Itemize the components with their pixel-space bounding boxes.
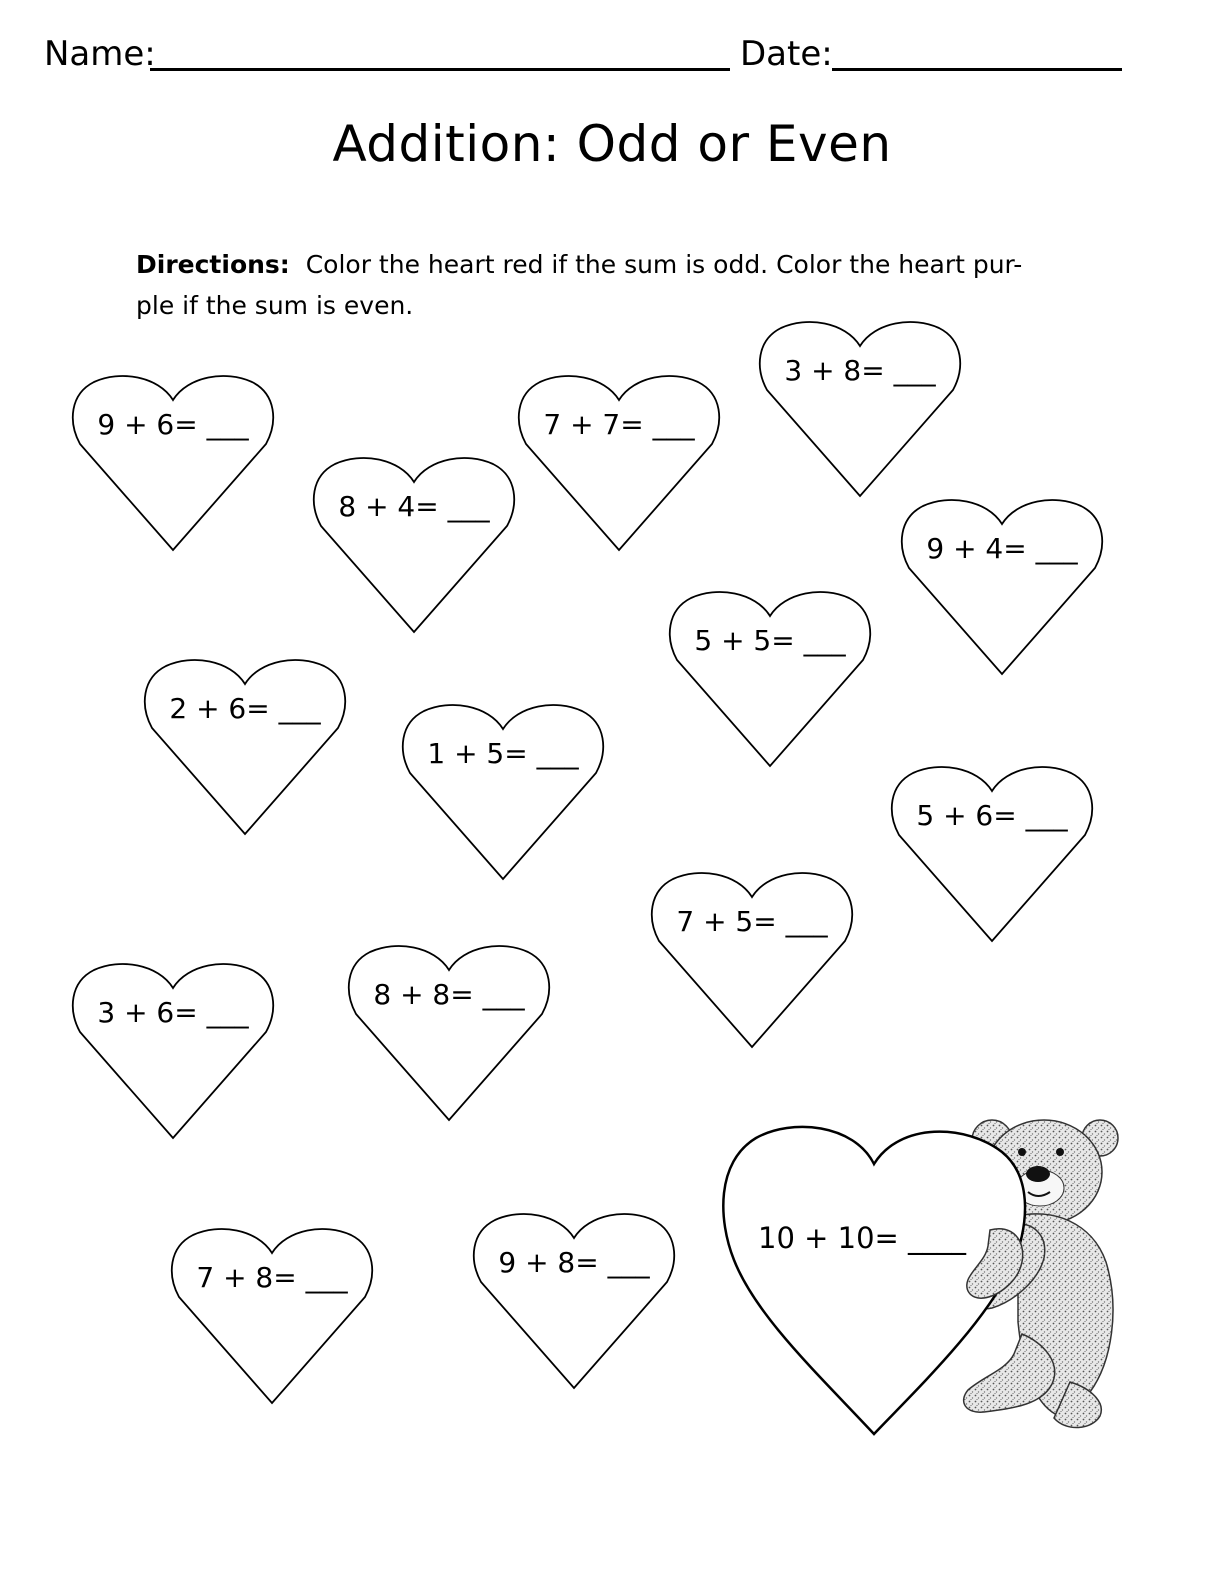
heart-outline-icon bbox=[757, 318, 963, 500]
heart-outline-icon bbox=[70, 960, 276, 1142]
heart-outline-icon bbox=[471, 1210, 677, 1392]
heart-problem[interactable] bbox=[346, 942, 552, 1124]
date-label: Date: bbox=[740, 34, 833, 74]
directions-label: Directions: bbox=[136, 250, 290, 279]
addition-problem: 7 + 5= ___ bbox=[676, 905, 828, 938]
addition-problem: 3 + 6= ___ bbox=[97, 996, 249, 1029]
heart-outline-icon bbox=[899, 496, 1105, 678]
directions-text-1: Color the heart red if the sum is odd. Color the heart pur- bbox=[305, 250, 1023, 279]
heart-problem[interactable] bbox=[70, 960, 276, 1142]
bear-heart-problem[interactable] bbox=[722, 1112, 1120, 1442]
date-blank[interactable] bbox=[832, 68, 1122, 71]
heart-problem[interactable] bbox=[649, 869, 855, 1051]
bonus-addition-problem: 10 + 10= ____ bbox=[758, 1221, 967, 1255]
heart-problem[interactable] bbox=[667, 588, 873, 770]
heart-outline-icon bbox=[70, 372, 276, 554]
addition-problem: 5 + 6= ___ bbox=[916, 799, 1068, 832]
heart-outline-icon bbox=[346, 942, 552, 1124]
heart-outline-icon bbox=[400, 701, 606, 883]
addition-problem: 2 + 6= ___ bbox=[169, 692, 321, 725]
heart-outline-icon bbox=[142, 656, 348, 838]
heart-outline-icon bbox=[311, 454, 517, 636]
addition-problem: 7 + 7= ___ bbox=[543, 408, 695, 441]
heart-problem[interactable] bbox=[400, 701, 606, 883]
name-label: Name: bbox=[44, 34, 156, 74]
addition-problem: 9 + 8= ___ bbox=[498, 1246, 650, 1279]
heart-problem[interactable] bbox=[516, 372, 722, 554]
heart-problem[interactable] bbox=[70, 372, 276, 554]
heart-problem[interactable] bbox=[889, 763, 1095, 945]
addition-problem: 1 + 5= ___ bbox=[427, 737, 579, 770]
directions bbox=[136, 244, 1136, 326]
heart-problem[interactable] bbox=[757, 318, 963, 500]
addition-problem: 7 + 8= ___ bbox=[196, 1261, 348, 1294]
heart-problem[interactable] bbox=[311, 454, 517, 636]
directions-text-2: ple if the sum is even. bbox=[136, 291, 414, 320]
heart-problem[interactable] bbox=[169, 1225, 375, 1407]
heart-outline-icon bbox=[516, 372, 722, 554]
heart-outline-icon bbox=[667, 588, 873, 770]
addition-problem: 9 + 6= ___ bbox=[97, 408, 249, 441]
heart-outline-icon bbox=[169, 1225, 375, 1407]
addition-problem: 9 + 4= ___ bbox=[926, 532, 1078, 565]
addition-problem: 5 + 5= ___ bbox=[694, 624, 846, 657]
name-blank[interactable] bbox=[150, 68, 730, 71]
heart-outline-icon bbox=[889, 763, 1095, 945]
heart-problem[interactable] bbox=[471, 1210, 677, 1392]
worksheet-title: Addition: Odd or Even bbox=[332, 115, 892, 173]
addition-problem: 3 + 8= ___ bbox=[784, 354, 936, 387]
heart-problem[interactable] bbox=[899, 496, 1105, 678]
bear-heart-illustration bbox=[722, 1112, 1120, 1442]
addition-problem: 8 + 4= ___ bbox=[338, 490, 490, 523]
heart-outline-icon bbox=[649, 869, 855, 1051]
addition-problem: 8 + 8= ___ bbox=[373, 978, 525, 1011]
directions-line-1 bbox=[136, 244, 1136, 285]
heart-problem[interactable] bbox=[142, 656, 348, 838]
